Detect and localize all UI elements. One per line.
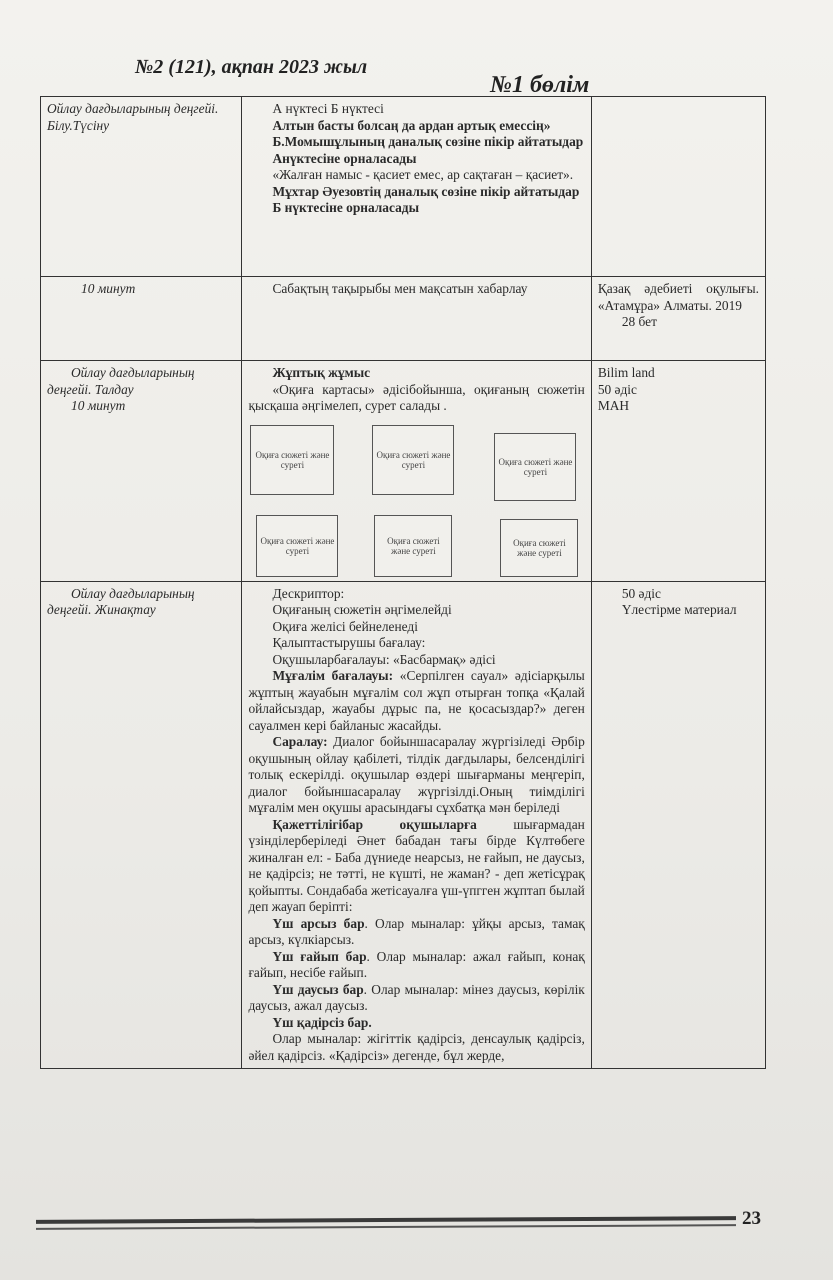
time-label: 10 минут [41,277,242,361]
activity-title: Жұптық жұмыс [272,365,371,380]
text-line: Саралау: Диалог бойыншасаралау жүргізіледі Әрбір оқушының ойлау қабілеті, тілдік дағдылары, белсенділігі толық ескерілді. оқушылар өздері шығарманы меңгеріп, диалог бойыншасаралау жүргізілді.Оның тиімділігі мұғалім мен оқушы арасындағы сұхбатқа мән беріледі [248,734,585,815]
stage-label [41,581,242,1069]
story-map-boxes [248,419,584,577]
activity-cell [242,361,591,582]
resource-cell [591,97,765,277]
text-line: А нүктесі Б нүктесі [272,101,384,116]
text-line: Оқиғаның сюжетін әңгімелейді [272,602,452,617]
table-row [41,581,766,1069]
story-box: Оқиға сюжеті және суреті [374,515,452,577]
resource-line: Қазақ әдебиеті оқулығы. «Атамұра» Алматы. 2019 [597,281,759,313]
text-line: Анүктесіне орналасады [272,150,417,166]
resource-cell [591,277,765,361]
story-box: Оқиға сюжеті және суреті [494,433,576,501]
text-line: Оқушыларбағалауы: «Басбармақ» әдісі [272,651,496,667]
resource-cell [591,581,765,1069]
activity-cell [242,581,591,1069]
text-line: Алтын басты болсаң да ардан артық емессің» [272,117,551,133]
footer-rule-thin [36,1224,736,1229]
text-line: Қалыптастырушы бағалау: [272,635,426,650]
text-line: Б нүктесіне орналасады [272,200,420,215]
table-row [41,97,766,277]
activity-cell [242,97,591,277]
text-line: «Жалған намыс - қасиет емес, ар сақтаған – қасиет». [272,167,574,182]
footer-rule [36,1216,736,1224]
text-line: Олар мыналар: жігіттік қадірсіз, денсаулық қадірсіз, әйел қадірсіз. «Қадірсіз» дегенде, бұл жерде, [248,1031,585,1063]
resource-cell [591,361,765,582]
section-header: №1 бөлім [490,72,590,98]
resource-line: 28 бет [621,314,657,329]
text-line: Қажеттілігібар оқушыларға шығармадан үзінділерберіледі Әнет бабадан тағы бірде Күлтөбеге жиналған ел: - Баба дүниеде неарсыз, не ғайып, не даусыз, не қадірсіз; не тәтті, не күшті, не жаман? - деп жетісұрақ қойыпты. Сондабаба жетісауалға үш-үпгген жұптап былай деп жауап беріпті: [248,816,585,914]
table-row [41,361,766,582]
text-line: Сабақтың тақырыбы мен мақсатын хабарлау [272,281,528,296]
resource-line: МАН [597,398,630,413]
story-box: Оқиға сюжеті және суреті [256,515,338,577]
text-line: «Оқиға картасы» әдісібойынша, оқиғаның сюжетін қысқаша әңгімелеп, сурет салады . [248,381,585,413]
text-line: Үш қадірсіз бар. [272,1014,372,1030]
lesson-plan-table [40,96,766,1069]
page-number: 23 [742,1208,761,1229]
story-box: Оқиға сюжеті және суреті [372,425,454,495]
resource-line: Үлестірме материал [621,602,737,617]
resource-line: 50 әдіс [621,585,661,601]
stage-text: Ойлау дағдыларының деңгейі. Жинақтау [47,585,195,617]
text-line: Оқиға желісі бейнеленеді [272,618,418,634]
stage-text: Ойлау дағдыларының деңгейі. Талдау [47,365,195,397]
activity-cell [242,277,591,361]
text-line: Б.Момышұлының даналық сөзіне пікір айтатыдар [272,134,584,149]
issue-header: №2 (121), ақпан 2023 жыл [135,56,368,78]
stage-label [41,361,242,582]
resource-line: Bilim land [597,365,655,380]
text-line: Дескриптор: [272,585,345,601]
stage-label: Ойлау дағдыларының деңгейі. Білу.Түсіну [41,97,242,277]
story-box: Оқиға сюжеті және суреті [500,519,578,577]
story-box: Оқиға сюжеті және суреті [250,425,334,495]
time-text: 10 минут [71,398,126,413]
text-line: Үш арсыз бар. Олар мыналар: ұйқы арсыз, тамақ арсыз, күлкіарсыз. [248,915,585,947]
text-line: Үш даусыз бар. Олар мыналар: мінез даусыз, көрілік даусыз, ажал даусыз. [248,981,585,1013]
text-line: Мұхтар Әуезовтің даналық сөзіне пікір айтатыдар [272,183,580,199]
text-line: Мұғалім бағалауы: «Серпілген сауал» әдісіарқылы жұптың жауабын мұғалім сол жұп отырған топқа «Қалай ойлайсыздар, жауабы дұрыс па, не қосасыздар?» деген сауалмен кері байланыс жасайды. [248,668,585,733]
text-line: Үш ғайып бар. Олар мыналар: ажал ғайып, конақ ғайып, несібе ғайып. [248,948,585,980]
resource-line: 50 әдіс [597,381,637,397]
table-row [41,277,766,361]
